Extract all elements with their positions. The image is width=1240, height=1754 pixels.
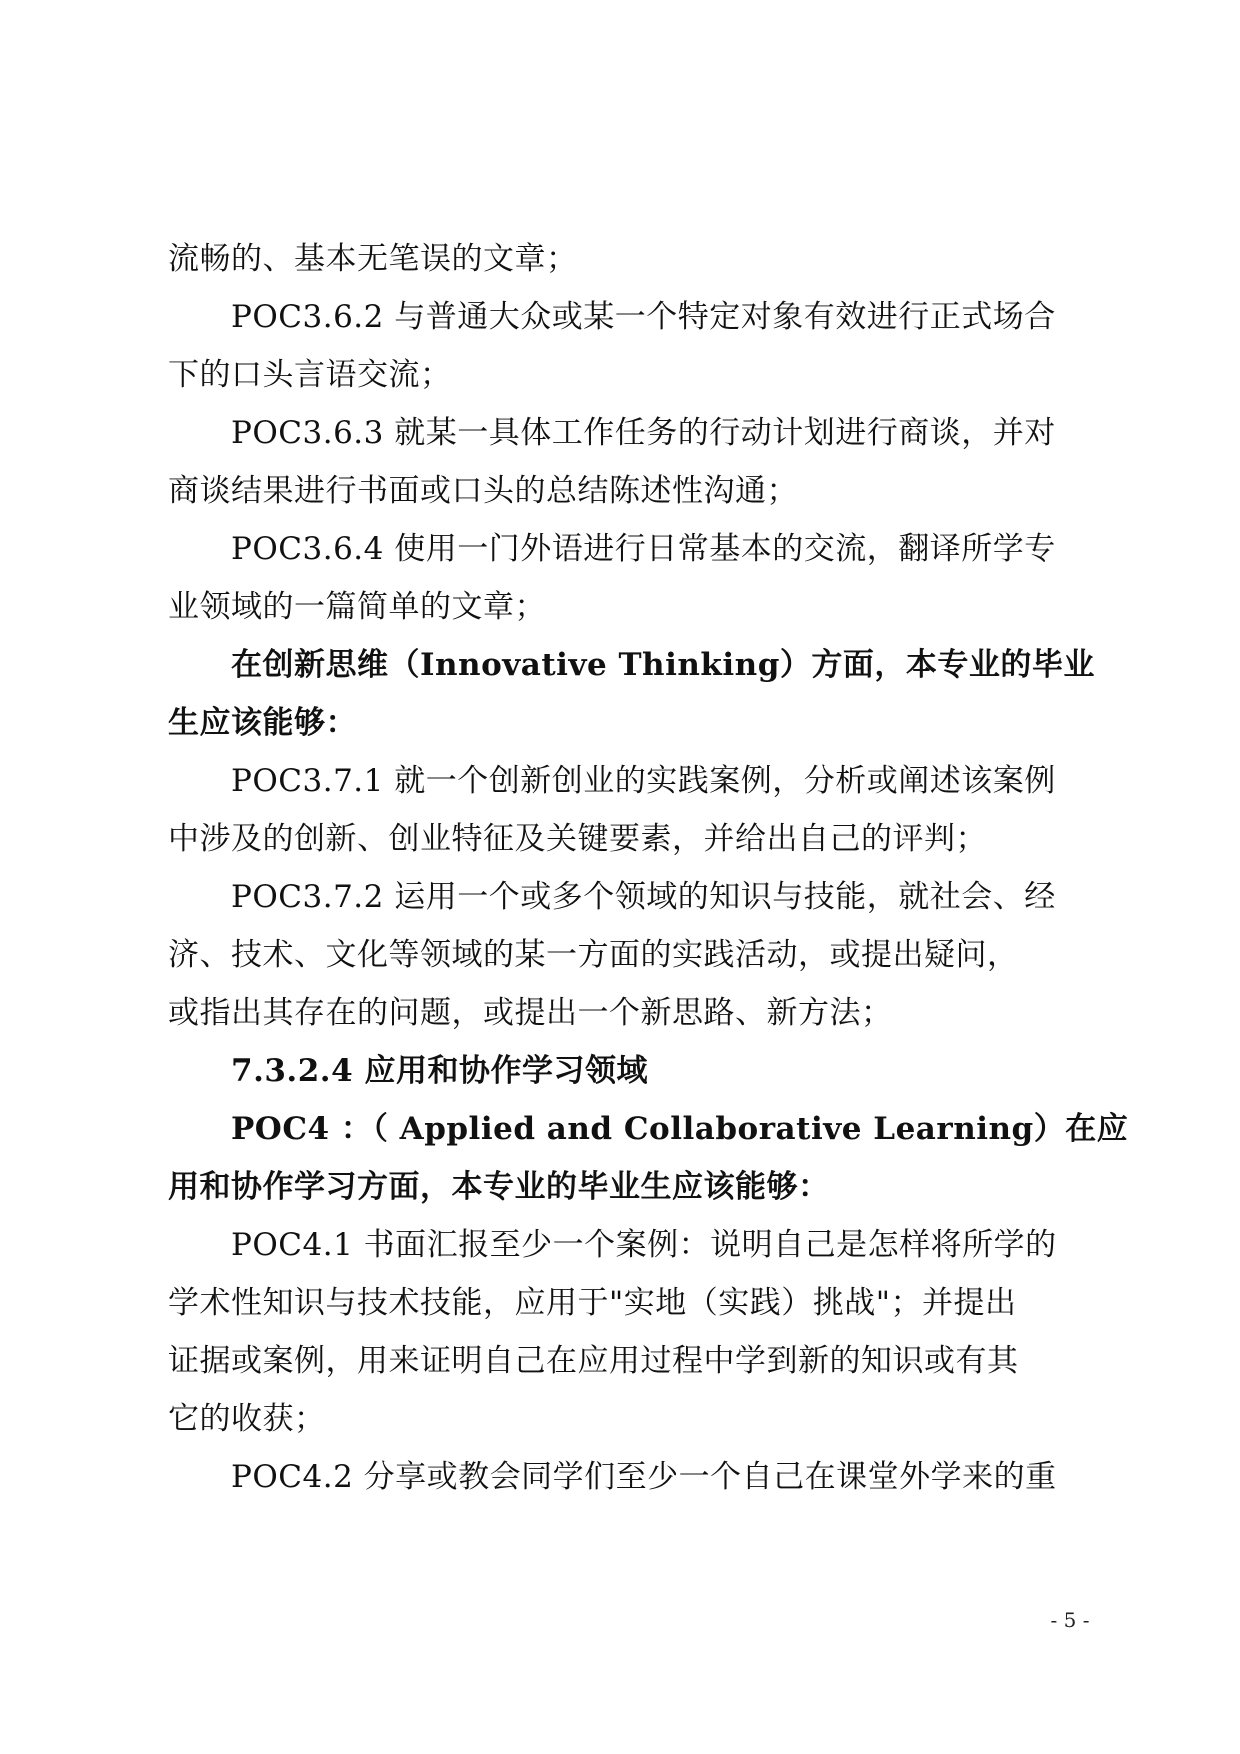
text-line: 或指出其存在的问题，或提出一个新思路、新方法； bbox=[168, 995, 893, 1031]
page-number: - 5 - bbox=[1050, 1608, 1090, 1632]
document-body bbox=[168, 230, 1129, 1506]
text-line: POC3.6.4 使用一门外语进行日常基本的交流，翻译所学专 bbox=[231, 531, 1056, 567]
text-line: 流畅的、基本无笔误的文章； bbox=[168, 241, 578, 277]
text-line: 业领域的一篇简单的文章； bbox=[168, 589, 546, 625]
text-line: POC3.6.3 就某一具体工作任务的行动计划进行商谈，并对 bbox=[231, 415, 1056, 451]
heading-line: 用和协作学习方面，本专业的毕业生应该能够： bbox=[168, 1169, 830, 1205]
text-line: POC3.7.2 运用一个或多个领域的知识与技能，就社会、经 bbox=[231, 879, 1056, 915]
text-line: POC4.1 书面汇报至少一个案例：说明自己是怎样将所学的 bbox=[231, 1227, 1057, 1263]
text-line: 中涉及的创新、创业特征及关键要素，并给出自己的评判； bbox=[168, 821, 987, 857]
text-line: 学术性知识与技术技能，应用于"实地（实践）挑战"；并提出 bbox=[168, 1285, 1017, 1321]
heading-line: 在创新思维（Innovative Thinking）方面，本专业的毕业 bbox=[231, 647, 1095, 683]
heading-line: 生应该能够： bbox=[168, 705, 357, 741]
text-line: 商谈结果进行书面或口头的总结陈述性沟通； bbox=[168, 473, 798, 509]
heading-line: POC4 ：（ Applied and Collaborative Learning）在应 bbox=[231, 1111, 1129, 1147]
text-line: POC4.2 分享或教会同学们至少一个自己在课堂外学来的重 bbox=[231, 1459, 1057, 1495]
text-line: 下的口头言语交流； bbox=[168, 357, 452, 393]
text-line: 济、技术、文化等领域的某一方面的实践活动，或提出疑问， bbox=[168, 937, 1019, 973]
text-line: POC3.6.2 与普通大众或某一个特定对象有效进行正式场合 bbox=[231, 299, 1056, 335]
heading-line: 7.3.2.4 应用和协作学习领域 bbox=[231, 1053, 648, 1089]
text-line: POC3.7.1 就一个创新创业的实践案例，分析或阐述该案例 bbox=[231, 763, 1056, 799]
text-line: 证据或案例，用来证明自己在应用过程中学到新的知识或有其 bbox=[168, 1343, 1019, 1379]
text-line: 它的收获； bbox=[168, 1401, 326, 1437]
